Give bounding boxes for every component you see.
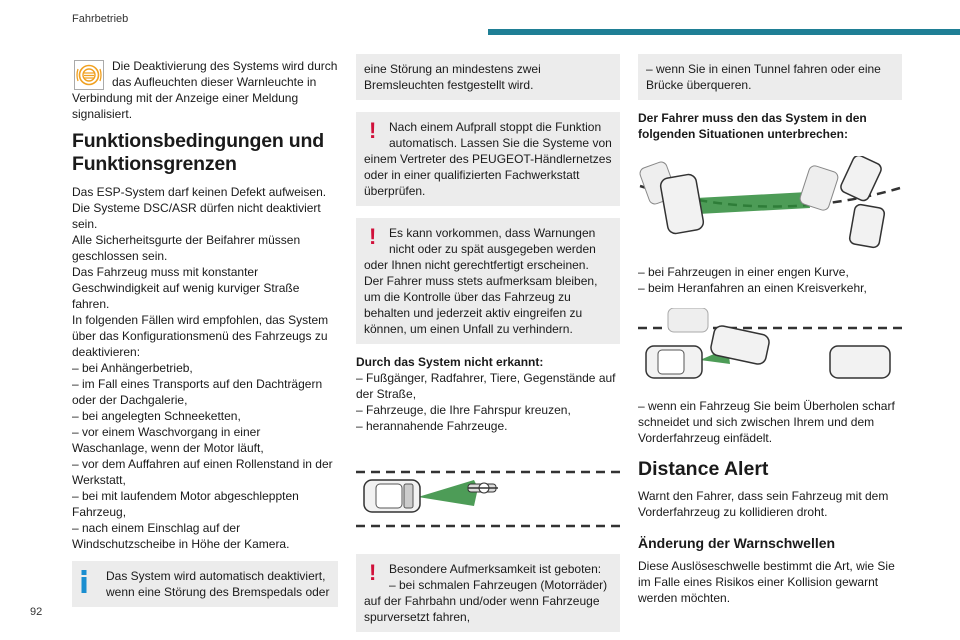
info-box: [72, 561, 338, 607]
car-icon: [364, 480, 420, 512]
list-item: – vor einem Waschvorgang in einer Waschanlage, wenn der Motor läuft,: [72, 425, 264, 455]
car-icon: [799, 156, 886, 248]
list-item: – bei Anhängerbetrieb,: [72, 361, 193, 375]
list-item: – im Fall eines Transports auf den Dachträgern oder der Dachgalerie,: [72, 377, 323, 407]
info-box-text: Das System wird automatisch deaktiviert, wenn eine Störung des Bremspedals oder: [106, 569, 330, 599]
threshold-heading: Änderung der Warnschwellen: [638, 535, 836, 551]
column-3: [638, 54, 902, 606]
list-item: – wenn Sie in einen Tunnel fahren oder eine Brücke überqueren.: [646, 62, 881, 92]
warning-mark-icon: !: [369, 224, 377, 249]
motorcycle-icon: [468, 483, 498, 493]
list-item: – Fahrzeuge, die Ihre Fahrspur kreuzen,: [356, 403, 571, 417]
continued-list-box: [638, 54, 902, 100]
condition-line: Alle Sicherheitsgurte der Beifahrer müssen geschlossen sein.: [72, 233, 301, 263]
distance-alert-heading: Distance Alert: [638, 458, 769, 480]
column-2: [356, 54, 620, 632]
list-item: – bei angelegten Schneeketten,: [72, 409, 241, 423]
warning-box-2: [356, 218, 620, 344]
list-item: – Fußgänger, Radfahrer, Tiere, Gegenstände auf der Straße,: [356, 371, 616, 401]
car-icon: [638, 160, 704, 234]
motorcycle-detection-illustration: [356, 462, 620, 532]
list-item: – nach einem Einschlag auf der Windschutzscheibe in Höhe der Kamera.: [72, 521, 290, 551]
list-item: – bei Fahrzeugen in einer engen Kurve,: [638, 265, 849, 279]
intro-text-1: Die Deaktivierung des Systems wird durch: [112, 59, 338, 73]
curve-illustration: [638, 156, 902, 252]
list-item: – vor dem Auffahren auf einen Rollenstand in der Werkstatt,: [72, 457, 333, 487]
warning-text: Es kann vorkommen, dass Warnungen: [389, 226, 596, 240]
warning-text: Nach einem Aufprall stoppt die Funktion: [389, 120, 602, 134]
warning-mark-icon: !: [369, 560, 377, 585]
warning-text: – bei schmalen Fahrzeugen (Motorräder): [389, 578, 608, 592]
section-heading: Funktionsbedingungen und Funktionsgrenzen: [72, 130, 324, 175]
warning-box-1: [356, 112, 620, 206]
page-number: 92: [30, 606, 43, 618]
warning-text: einem Vertreter des PEUGEOT-Händlernetzes oder in einer qualifizierten Fachwerkstatt überprüfen.: [364, 152, 612, 198]
threshold-text: Diese Auslöseschwelle bestimmt die Art, wie Sie im Falle eines Risikos einer Kollision gewarnt werden möchten.: [638, 559, 895, 605]
warning-box-3: [356, 554, 620, 632]
continued-info-text: eine Störung an mindestens zwei Bremsleuchten festgestellt wird.: [364, 62, 541, 92]
conditions-text: [72, 184, 338, 552]
warning-text: Der Fahrer muss stets aufmerksam bleiben, um die Kontrolle über das Fahrzeug zu behalten und jederzeit aktiv eingreifen zu können, um einen Unfall zu verhindern.: [364, 274, 598, 336]
warning-text: automatisch. Lassen Sie die Systeme von: [389, 136, 612, 150]
section-title: Fahrbetrieb: [72, 13, 129, 25]
warning-text: auf der Fahrbahn und/oder wenn Fahrzeuge spurversetzt fahren,: [364, 594, 600, 624]
intro-text-3: Verbindung mit der Anzeige einer Meldung signalisiert.: [72, 91, 299, 121]
intro-text-2: das Aufleuchten dieser Warnleuchte in: [112, 75, 317, 89]
list-item: – bei mit laufendem Motor abgeschleppten Fahrzeug,: [72, 489, 299, 519]
continued-info-box: [356, 54, 620, 100]
condition-line: Die Systeme DSC/ASR dürfen nicht deaktiviert sein.: [72, 201, 321, 231]
list-item: – beim Heranfahren an einen Kreisverkehr,: [638, 281, 867, 295]
condition-line: In folgenden Fällen wird empfohlen, das System über das Konfigurationsmenü des Fahrzeugs zu deaktivieren:: [72, 313, 329, 359]
list-item: – herannahende Fahrzeuge.: [356, 419, 508, 433]
distance-alert-text: Warnt den Fahrer, dass sein Fahrzeug mit dem Vorderfahrzeug zu kollidieren droht.: [638, 489, 889, 519]
warning-light-icon: [74, 60, 104, 90]
column-1: [72, 58, 338, 607]
cut-in-illustration: [638, 308, 902, 384]
warning-mark-icon: !: [369, 118, 377, 143]
intro-block: [72, 58, 338, 122]
warning-text: nicht oder zu spät ausgegeben werden: [389, 242, 596, 256]
warning-text: oder Ihnen nicht gerechtfertigt erscheinen.: [364, 258, 589, 272]
condition-line: Das ESP-System darf keinen Defekt aufweisen.: [72, 185, 327, 199]
interrupt-title: Der Fahrer muss den das System in den folgenden Situationen unterbrechen:: [638, 111, 867, 141]
info-icon: [80, 570, 88, 593]
list-item: – wenn ein Fahrzeug Sie beim Überholen scharf schneidet und sich zwischen Ihrem und dem Vorderfahrzeug einfädelt.: [638, 399, 895, 445]
condition-line: Das Fahrzeug muss mit konstanter Geschwindigkeit auf wenig kurviger Straße fahren.: [72, 265, 300, 311]
warning-text: Besondere Aufmerksamkeit ist geboten:: [389, 562, 602, 576]
not-detected-title: Durch das System nicht erkannt:: [356, 355, 544, 369]
header-accent-bar: [488, 29, 960, 35]
car-icon: [646, 308, 890, 378]
